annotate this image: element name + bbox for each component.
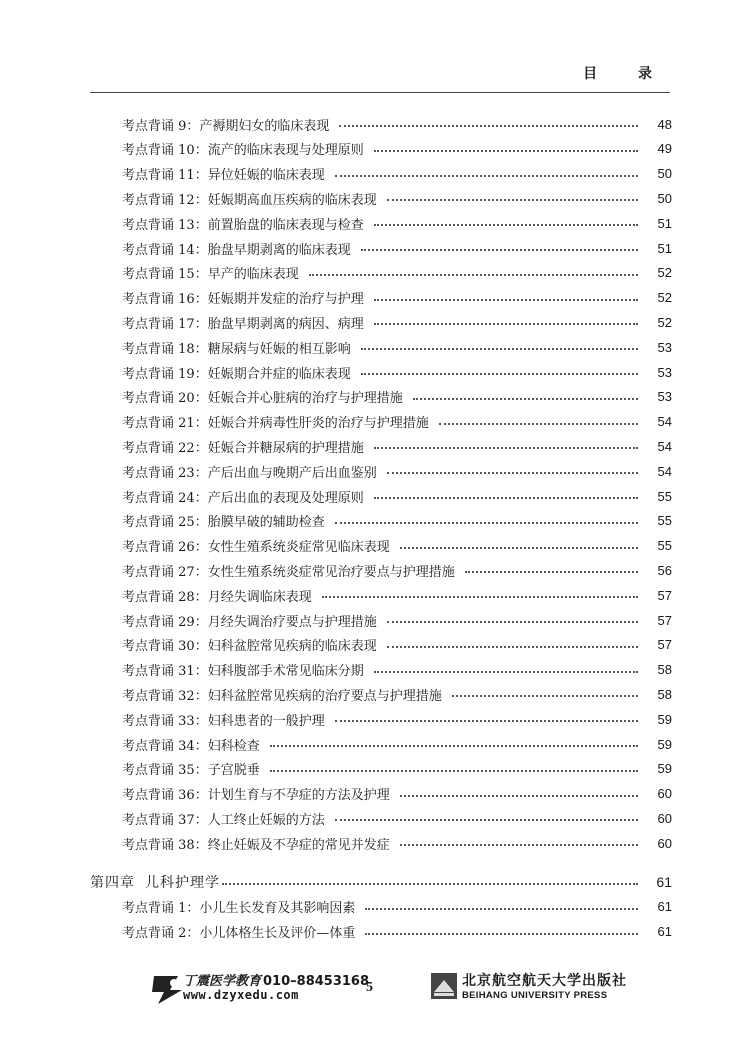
toc-entry-title: 月经失调治疗要点与护理措施: [207, 614, 377, 630]
toc-entry-label: 考点背诵 33: [122, 713, 195, 729]
toc-entry-title: 产后出血与晚期产后出血鉴别: [207, 465, 377, 481]
toc-entry[interactable]: [122, 361, 672, 383]
toc-entry-page: 61: [657, 899, 672, 915]
toc-entry-separator: ：: [194, 143, 208, 159]
toc-entry-title: 妇科患者的一般护理: [207, 713, 325, 729]
toc-entry-page: 59: [657, 711, 672, 727]
toc-entry-page: 57: [657, 587, 672, 603]
toc-entry-title: 女性生殖系统炎症常见治疗要点与护理措施: [207, 564, 455, 580]
publisher-right-name: 北京航空航天大学出版社: [462, 973, 627, 989]
toc-entry[interactable]: [122, 708, 672, 730]
toc-entry-label: 考点背诵 21: [122, 416, 195, 432]
publisher-right-en: BEIHANG UNIVERSITY PRESS: [462, 990, 608, 1001]
toc-entry-page: 59: [657, 761, 672, 777]
toc-entry-separator: ：: [194, 316, 208, 332]
toc-dot-leader: [361, 348, 638, 350]
toc-entry-title: 妇科检查: [207, 738, 260, 754]
toc-entry[interactable]: [122, 485, 672, 507]
toc-entry-label: 考点背诵 2: [122, 926, 187, 942]
toc-entry-title: 人工终止妊娠的方法: [207, 812, 325, 828]
toc-dot-leader: [335, 819, 638, 821]
toc-entry-separator: ：: [194, 540, 208, 556]
toc-entry-label: 考点背诵 31: [122, 664, 195, 680]
toc-entry-label: 考点背诵 24: [122, 490, 195, 506]
toc-entry-label: 考点背诵 14: [122, 242, 195, 258]
toc-entry[interactable]: [122, 758, 672, 780]
toc-entry-label: 考点背诵 36: [122, 788, 195, 804]
toc-entry-label: 考点背诵 13: [122, 217, 195, 233]
toc-dot-leader: [322, 596, 638, 598]
publisher-left-name: 丁震医学教育: [183, 974, 262, 989]
toc-entry-title: 妊娠期并发症的治疗与护理: [207, 292, 364, 308]
toc-entry[interactable]: [122, 683, 672, 705]
page-number: 5: [366, 980, 373, 995]
toc-entry-label: 考点背诵 25: [122, 515, 195, 531]
toc-entry-label: 考点背诵 34: [122, 738, 195, 754]
toc-entry-title: 糖尿病与妊娠的相互影响: [207, 341, 351, 357]
toc-entry[interactable]: [122, 584, 672, 606]
toc-entry-label: 考点背诵 35: [122, 763, 195, 779]
toc-entry[interactable]: [122, 535, 672, 557]
toc-entry-label: 考点背诵 19: [122, 366, 195, 382]
toc-entry-title: 产褥期妇女的临床表现: [199, 118, 330, 134]
toc-entry-page: 52: [657, 314, 672, 330]
toc-entry-label: 考点背诵 1: [122, 901, 187, 917]
toc-dot-leader: [374, 150, 638, 152]
toc-dot-leader: [387, 199, 638, 201]
toc-entry-page: 60: [657, 835, 672, 851]
toc-dot-leader: [374, 447, 638, 449]
toc-entry-title: 胎盘早期剥离的临床表现: [207, 242, 351, 258]
toc-chapter-heading[interactable]: [90, 871, 672, 893]
toc-dot-leader: [374, 299, 638, 301]
toc-entry-separator: ：: [194, 688, 208, 704]
toc-entry-title: 计划生育与不孕症的方法及护理: [207, 788, 390, 804]
toc-dot-leader: [222, 883, 638, 885]
toc-dot-leader: [374, 497, 638, 499]
toc-entry[interactable]: [122, 559, 672, 581]
toc-entry-label: 考点背诵 15: [122, 267, 195, 283]
toc-dot-leader: [309, 274, 638, 276]
toc-entry[interactable]: [122, 733, 672, 755]
toc-entry[interactable]: [122, 237, 672, 259]
toc-dot-leader: [387, 472, 638, 474]
toc-entry-page: 53: [657, 364, 672, 380]
toc-entry-page: 54: [657, 414, 672, 430]
toc-entry[interactable]: [122, 659, 672, 681]
toc-entry-title: 妇科腹部手术常见临床分期: [207, 664, 364, 680]
toc-entry-page: 51: [657, 240, 672, 256]
toc-entry-title: 子宫脱垂: [207, 763, 260, 779]
toc-entry-label: 考点背诵 12: [122, 192, 195, 208]
toc-entry-title: 胎盘早期剥离的病因、病理: [207, 316, 364, 332]
toc-entry-page: 61: [657, 924, 672, 940]
toc-entry-page: 51: [657, 215, 672, 231]
toc-entry-label: 考点背诵 29: [122, 614, 195, 630]
toc-entry-separator: ：: [194, 490, 208, 506]
toc-entry-separator: ：: [194, 713, 208, 729]
toc-entry-label: 考点背诵 23: [122, 465, 195, 481]
toc-dot-leader: [270, 745, 638, 747]
toc-entry-title: 女性生殖系统炎症常见临床表现: [207, 540, 390, 556]
toc-entry[interactable]: [122, 187, 672, 209]
toc-entry-page: 48: [657, 116, 672, 132]
toc-entry-label: 考点背诵 26: [122, 540, 195, 556]
toc-dot-leader: [335, 522, 638, 524]
toc-entry-page: 52: [657, 265, 672, 281]
toc-entry-page: 52: [657, 290, 672, 306]
toc-entry-separator: ：: [186, 118, 200, 134]
toc-dot-leader: [270, 770, 638, 772]
toc-dot-leader: [387, 646, 638, 648]
toc-entry-separator: ：: [194, 192, 208, 208]
toc-entry-separator: ：: [194, 391, 208, 407]
toc-entry-separator: ：: [194, 738, 208, 754]
toc-entry-label: 考点背诵 27: [122, 564, 195, 580]
toc-entry-page: 55: [657, 513, 672, 529]
toc-entry-label: 考点背诵 38: [122, 837, 195, 853]
toc-dot-leader: [400, 844, 638, 846]
publisher-left-site: www.dzyxedu.com: [183, 988, 299, 1002]
toc-entry-label: 考点背诵 37: [122, 812, 195, 828]
toc-dot-leader: [374, 323, 638, 325]
toc-dot-leader: [413, 398, 638, 400]
toc-entry-page: 50: [657, 190, 672, 206]
toc-entry-separator: ：: [194, 366, 208, 382]
toc-entry-separator: ：: [194, 168, 208, 184]
toc-entry-separator: ：: [194, 664, 208, 680]
toc-entry-title: 小儿生长发育及其影响因素: [199, 901, 356, 917]
toc-dot-leader: [365, 908, 638, 910]
toc-entry-label: 考点背诵 20: [122, 391, 195, 407]
toc-entry-separator: ：: [194, 589, 208, 605]
toc-entry[interactable]: [122, 262, 672, 284]
toc-entry[interactable]: [122, 138, 672, 160]
dz-education-logo: [148, 972, 188, 1006]
toc-entry-page: 54: [657, 463, 672, 479]
toc-entry-separator: ：: [194, 564, 208, 580]
toc-entry-page: 58: [657, 686, 672, 702]
toc-entry-separator: ：: [194, 763, 208, 779]
toc-entry-title: 妊娠合并糖尿病的护理措施: [207, 440, 364, 456]
toc-entry-page: 61: [656, 874, 672, 890]
toc-dot-leader: [400, 547, 638, 549]
toc-entry-label: 考点背诵 30: [122, 639, 195, 655]
toc-entry[interactable]: [122, 212, 672, 234]
toc-entry[interactable]: [122, 896, 672, 918]
toc-dot-leader: [335, 175, 638, 177]
toc-entry-page: 56: [657, 562, 672, 578]
toc-entry[interactable]: [122, 113, 672, 135]
toc-entry-title: 前置胎盘的临床表现与检查: [207, 217, 364, 233]
toc-entry-title: 小儿体格生长及评价—体重: [199, 926, 356, 942]
toc-entry-page: 50: [657, 166, 672, 182]
toc-entry[interactable]: [122, 783, 672, 805]
page-footer: [0, 970, 750, 1010]
toc-entry-title: 异位妊娠的临床表现: [207, 168, 325, 184]
toc-entry-label: 第四章: [90, 875, 135, 891]
toc-entry-separator: ：: [194, 341, 208, 357]
toc-entry[interactable]: [122, 386, 672, 408]
toc-entry[interactable]: [122, 510, 672, 532]
toc-entry-title: 儿科护理学: [145, 875, 220, 891]
toc-entry-separator: ：: [194, 465, 208, 481]
toc-entry-separator: ：: [194, 788, 208, 804]
toc-dot-leader: [439, 423, 638, 425]
toc-entry-page: 59: [657, 736, 672, 752]
toc-entry-label: 考点背诵 16: [122, 292, 195, 308]
toc-dot-leader: [361, 249, 638, 251]
toc-entry-title: 妇科盆腔常见疾病的治疗要点与护理措施: [207, 688, 442, 704]
page-header-title: 目 录: [583, 66, 670, 82]
toc-entry-label: 考点背诵 10: [122, 143, 195, 159]
toc-entry-separator: ：: [194, 639, 208, 655]
toc-entry[interactable]: [122, 609, 672, 631]
toc-entry-page: 55: [657, 488, 672, 504]
toc-entry-page: 58: [657, 662, 672, 678]
toc-entry-label: 考点背诵 18: [122, 341, 195, 357]
toc-entry[interactable]: [122, 163, 672, 185]
toc-entry[interactable]: [122, 807, 672, 829]
toc-entry[interactable]: [122, 336, 672, 358]
toc-entry-title: 胎膜早破的辅助检查: [207, 515, 325, 531]
publisher-left-brand: [183, 970, 369, 989]
toc-dot-leader: [387, 621, 638, 623]
toc-entry-title: 妊娠合并病毒性肝炎的治疗与护理措施: [207, 416, 429, 432]
toc-entry[interactable]: [122, 311, 672, 333]
toc-entry-separator: ：: [186, 926, 200, 942]
toc-dot-leader: [452, 695, 638, 697]
toc-entry-label: 考点背诵 28: [122, 589, 195, 605]
toc-entry-title: 妊娠合并心脏病的治疗与护理措施: [207, 391, 403, 407]
toc-entry-separator: ：: [194, 416, 208, 432]
toc-entry-page: 57: [657, 612, 672, 628]
toc-entry-label: 考点背诵 32: [122, 688, 195, 704]
toc-entry[interactable]: [122, 435, 672, 457]
toc-entry[interactable]: [122, 460, 672, 482]
toc-dot-leader: [335, 720, 638, 722]
toc-entry-page: 60: [657, 786, 672, 802]
toc-entry-separator: ：: [194, 267, 208, 283]
toc-entry-label: 考点背诵 11: [122, 168, 195, 184]
toc-entry-label: 考点背诵 17: [122, 316, 195, 332]
toc-entry-page: 49: [657, 141, 672, 157]
toc-entry-title: 月经失调临床表现: [207, 589, 312, 605]
toc-dot-leader: [465, 571, 638, 573]
publisher-left-phone: 010–88453168: [263, 974, 370, 989]
toc-entry-page: 60: [657, 810, 672, 826]
toc-entry-separator: ：: [194, 812, 208, 828]
toc-dot-leader: [365, 933, 638, 935]
toc-entry-label: 考点背诵 9: [122, 118, 187, 134]
toc-entry-page: 53: [657, 389, 672, 405]
toc-entry-title: 流产的临床表现与处理原则: [207, 143, 364, 159]
toc-entry-separator: ：: [194, 292, 208, 308]
toc-entry-title: 妇科盆腔常见疾病的临床表现: [207, 639, 377, 655]
toc-entry-separator: ：: [194, 242, 208, 258]
toc-entry-page: 54: [657, 438, 672, 454]
toc-entry-page: 55: [657, 538, 672, 554]
toc-entry-title: 妊娠期高血压疾病的临床表现: [207, 192, 377, 208]
toc-entry-separator: ：: [186, 901, 200, 917]
toc-dot-leader: [361, 373, 638, 375]
toc-dot-leader: [374, 671, 638, 673]
toc-entry-separator: ：: [194, 217, 208, 233]
toc-entry-title: 妊娠期合并症的临床表现: [207, 366, 351, 382]
toc-entry-separator: ：: [194, 837, 208, 853]
toc-entry[interactable]: [122, 634, 672, 656]
toc-dot-leader: [339, 125, 638, 127]
toc-entry[interactable]: [122, 287, 672, 309]
toc-dot-leader: [400, 795, 638, 797]
toc-entry-title: 早产的临床表现: [207, 267, 299, 283]
toc-entry-page: 53: [657, 339, 672, 355]
toc-entry-title: 终止妊娠及不孕症的常见并发症: [207, 837, 390, 853]
toc-entry[interactable]: [122, 411, 672, 433]
toc-entry[interactable]: [122, 832, 672, 854]
header-divider: [90, 92, 670, 93]
toc-entry-separator: ：: [194, 515, 208, 531]
toc-entry[interactable]: [122, 921, 672, 943]
toc-entry-separator: ：: [194, 614, 208, 630]
toc-entry-page: 57: [657, 637, 672, 653]
toc-entry-separator: ：: [194, 440, 208, 456]
toc-entry-label: 考点背诵 22: [122, 440, 195, 456]
toc-entry-title: 产后出血的表现及处理原则: [207, 490, 364, 506]
toc-dot-leader: [374, 224, 638, 226]
beihang-press-logo: [430, 972, 458, 1002]
